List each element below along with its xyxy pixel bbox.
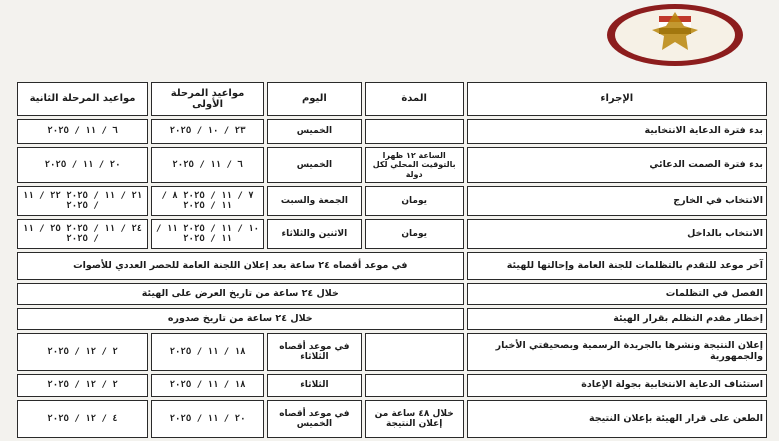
- cell-phase2-date: ٢ / ١٢ / ٢٠٢٥: [17, 374, 148, 397]
- cell-duration: [365, 333, 464, 371]
- cell-merged-note: خلال ٢٤ ساعة من تاريخ صدوره: [17, 308, 464, 330]
- table-row: [17, 119, 767, 144]
- cell-action: الانتخاب في الخارج: [467, 186, 767, 216]
- cell-phase2-date: ٦ / ١١ / ٢٠٢٥: [17, 119, 148, 144]
- table-row: [17, 400, 767, 438]
- table-row: [17, 333, 767, 371]
- header-action: الإجراء: [467, 82, 767, 116]
- cell-phase1-date: ١٨ / ١١ / ٢٠٢٥: [151, 374, 264, 397]
- cell-action: بدء فترة الصمت الدعائي: [467, 147, 767, 183]
- cell-day: الاثنين والثلاثاء: [267, 219, 362, 249]
- cell-action: إخطار مقدم التظلم بقرار الهيئة: [467, 308, 767, 330]
- cell-action: الطعن على قرار الهيئة بإعلان النتيجة: [467, 400, 767, 438]
- header-duration: المدة: [365, 82, 464, 116]
- table-row: [17, 186, 767, 216]
- table-row: [17, 283, 767, 305]
- cell-phase1-date: ١٨ / ١١ / ٢٠٢٥: [151, 333, 264, 371]
- cell-phase1-date: ٦ / ١١ / ٢٠٢٥: [151, 147, 264, 183]
- authority-logo: [604, 2, 746, 68]
- table-header-row: [17, 82, 767, 116]
- cell-day: في موعد أقصاه الخميس: [267, 400, 362, 438]
- cell-day: في موعد أقصاه الثلاثاء: [267, 333, 362, 371]
- cell-day: الجمعة والسبت: [267, 186, 362, 216]
- cell-action: استئناف الدعاية الانتخابية بجولة الإعادة: [467, 374, 767, 397]
- cell-phase2-date: ٢٤ / ١١ / ٢٠٢٥ ٢٥ / ١١ / ٢٠٢٥: [17, 219, 148, 249]
- header-day: اليوم: [267, 82, 362, 116]
- cell-day: الخميس: [267, 147, 362, 183]
- cell-phase2-date: ٢ / ١٢ / ٢٠٢٥: [17, 333, 148, 371]
- cell-phase1-date: ٢٠ / ١١ / ٢٠٢٥: [151, 400, 264, 438]
- cell-action: آخر موعد للتقدم بالتظلمات للجنة العامة وإحالتها للهيئة: [467, 252, 767, 280]
- cell-phase1-date: ٢٣ / ١٠ / ٢٠٢٥: [151, 119, 264, 144]
- cell-action: الانتخاب بالداخل: [467, 219, 767, 249]
- cell-action: إعلان النتيجة ونشرها بالجريدة الرسمية وبصحيفتي الأخبار والجمهورية: [467, 333, 767, 371]
- cell-action: بدء فترة الدعاية الانتخابية: [467, 119, 767, 144]
- cell-duration: الساعة ١٢ ظهرا بالتوقيت المحلي لكل دولة: [365, 147, 464, 183]
- cell-phase2-date: ٤ / ١٢ / ٢٠٢٥: [17, 400, 148, 438]
- cell-merged-note: خلال ٢٤ ساعة من تاريخ العرض على الهيئة: [17, 283, 464, 305]
- election-schedule-table: [14, 79, 770, 441]
- table-row: [17, 252, 767, 280]
- cell-duration: يومان: [365, 219, 464, 249]
- cell-action: الفصل في التظلمات: [467, 283, 767, 305]
- cell-phase2-date: ٢١ / ١١ / ٢٠٢٥ ٢٢ / ١١ / ٢٠٢٥: [17, 186, 148, 216]
- header-phase1: مواعيد المرحلة الأولى: [151, 82, 264, 116]
- cell-merged-note: في موعد أقصاه ٢٤ ساعة بعد إعلان اللجنة العامة للحصر العددي للأصوات: [17, 252, 464, 280]
- cell-duration: [365, 119, 464, 144]
- table-row: [17, 147, 767, 183]
- cell-duration: يومان: [365, 186, 464, 216]
- cell-phase2-date: ٢٠ / ١١ / ٢٠٢٥: [17, 147, 148, 183]
- cell-day: الخميس: [267, 119, 362, 144]
- cell-duration: [365, 374, 464, 397]
- cell-day: الثلاثاء: [267, 374, 362, 397]
- table-row: [17, 308, 767, 330]
- cell-duration: خلال ٤٨ ساعة من إعلان النتيجة: [365, 400, 464, 438]
- table-row: [17, 219, 767, 249]
- cell-phase1-date: ١٠ / ١١ / ٢٠٢٥ ١١ / ١١ / ٢٠٢٥: [151, 219, 264, 249]
- cell-phase1-date: ٧ / ١١ / ٢٠٢٥ ٨ / ١١ / ٢٠٢٥: [151, 186, 264, 216]
- table-row: [17, 374, 767, 397]
- header-phase2: مواعيد المرحلة الثانية: [17, 82, 148, 116]
- eagle-emblem-icon: [604, 2, 746, 68]
